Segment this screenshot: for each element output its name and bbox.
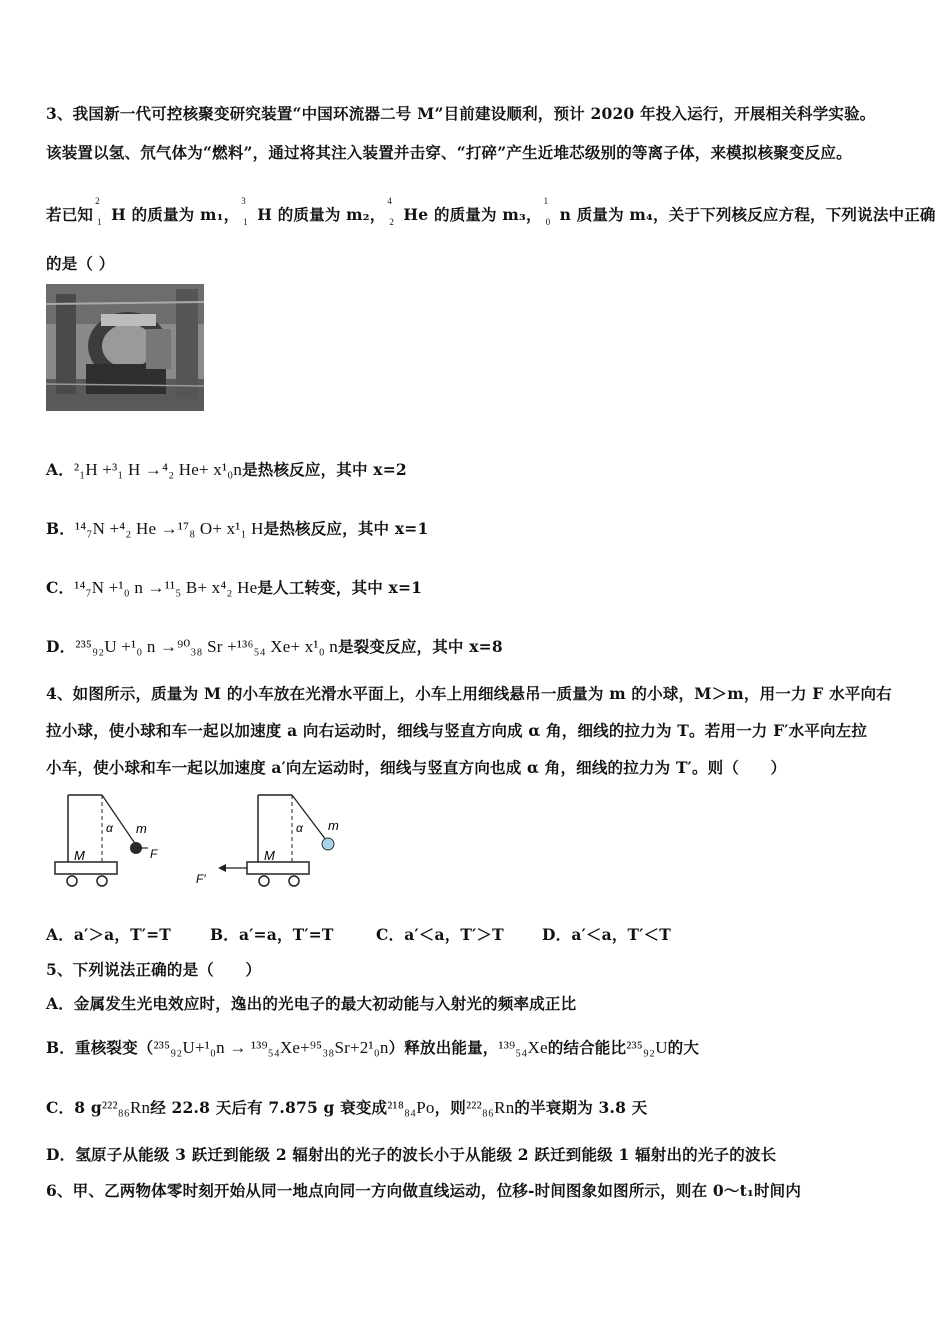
nuclide-n1: 1 0 n xyxy=(543,196,572,227)
fig2-m: m xyxy=(328,818,339,833)
nuclide-h2: 2 1 H xyxy=(95,196,126,227)
q3-line4: 的是（ ） xyxy=(46,254,115,273)
q3-line3: 若已知 2 1 H 的质量为 m₁， 3 1 H 的质量为 m₂， 4 2 He 的质量为 m₃， 1 0 n 质量为 m₄，关于下列核反应方程，下列说法中正确 xyxy=(46,196,936,227)
q4-option-c: C．a′＜a，T′＞T xyxy=(376,925,504,944)
q3-line1: 3、我国新一代可控核聚变研究装置“中国环流器二号 M”目前建设顺利，预计 2020 年投入运行，开展相关科学实验。 xyxy=(46,104,876,123)
q4-line2: 拉小球，使小球和车一起以加速度 a 向右运动时，细线与竖直方向成 α 角，细线的拉力为 T。若用一力 F′水平向左拉 xyxy=(46,721,868,740)
q5-option-b: B．重核裂变（²³⁵₉₂U+¹₀n → ¹³⁹₅₄Xe+⁹⁵₃₈Sr+2¹₀n）释放出能量，¹³⁹₅₄Xe的结合能比²³⁵₉₂U的大 xyxy=(46,1038,700,1057)
q4-option-a: A．a′＞a，T′=T xyxy=(46,925,172,944)
nuclide-h3: 3 1 H xyxy=(241,196,273,227)
q4-line1: 4、如图所示，质量为 M 的小车放在光滑水平面上，小车上用细线悬吊一质量为 m 的小球，M＞m，用一力 F 水平向右 xyxy=(46,684,892,703)
q5-option-c: C．8 g²²²₈₆Rn经 22.8 天后有 7.875 g 衰变成²¹⁸₈₄Po，则²²²₈₆Rn的半衰期为 3.8 天 xyxy=(46,1098,648,1117)
fig1-F: F xyxy=(150,847,158,861)
fig1-M: M xyxy=(74,848,85,863)
q5-line1: 5、下列说法正确的是（ ） xyxy=(46,960,262,979)
fig2-M: M xyxy=(264,848,275,863)
q5-option-d: D．氢原子从能级 3 跃迁到能级 2 辐射出的光子的波长小于从能级 2 跃迁到能级 1 辐射出的光子的波长 xyxy=(46,1145,777,1164)
q3-option-d: D．²³⁵₉₂U +¹₀ n →⁹⁰₃₈ Sr +¹³⁶₅₄ Xe+ x¹₀ n是裂变反应，其中 x=8 xyxy=(46,637,503,656)
cart-figure-right-pull xyxy=(50,790,175,890)
fig1-m: m xyxy=(136,821,147,836)
fig1-alpha: α xyxy=(106,821,113,835)
fig2-F: F′ xyxy=(196,872,206,886)
fig2-alpha: α xyxy=(296,821,303,835)
nuclide-he4: 4 2 He xyxy=(387,196,429,227)
q3-line2: 该装置以氢、氘气体为“燃料”，通过将其注入装置并击穿、“打碎”产生近堆芯级别的等离子体，来模拟核聚变反应。 xyxy=(46,143,852,162)
q4-option-d: D．a′＜a，T′＜T xyxy=(542,925,671,944)
fusion-device-photo xyxy=(46,284,204,411)
q4-option-b: B．a′=a，T′=T xyxy=(210,925,334,944)
q6-line1: 6、甲、乙两物体零时刻开始从同一地点向同一方向做直线运动，位移-时间图象如图所示，则在 0～t₁时间内 xyxy=(46,1181,802,1200)
q4-line3: 小车，使小球和车一起以加速度 a′向左运动时，细线与竖直方向也成 α 角，细线的拉力为 T′。则（ ） xyxy=(46,758,787,777)
cart-figure-left-pull xyxy=(192,790,352,890)
q3-option-c: C．¹⁴₇N +¹₀ n →¹¹₅ B+ x⁴₂ He是人工转变，其中 x=1 xyxy=(46,578,423,597)
q5-option-a: A．金属发生光电效应时，逸出的光电子的最大初动能与入射光的频率成正比 xyxy=(46,994,577,1013)
q3-option-a: A．²₁H +³₁ H →⁴₂ He+ x¹₀n是热核反应，其中 x=2 xyxy=(46,460,407,479)
q3-option-b: B．¹⁴₇N +⁴₂ He →¹⁷₈ O+ x¹₁ H是热核反应，其中 x=1 xyxy=(46,519,429,538)
